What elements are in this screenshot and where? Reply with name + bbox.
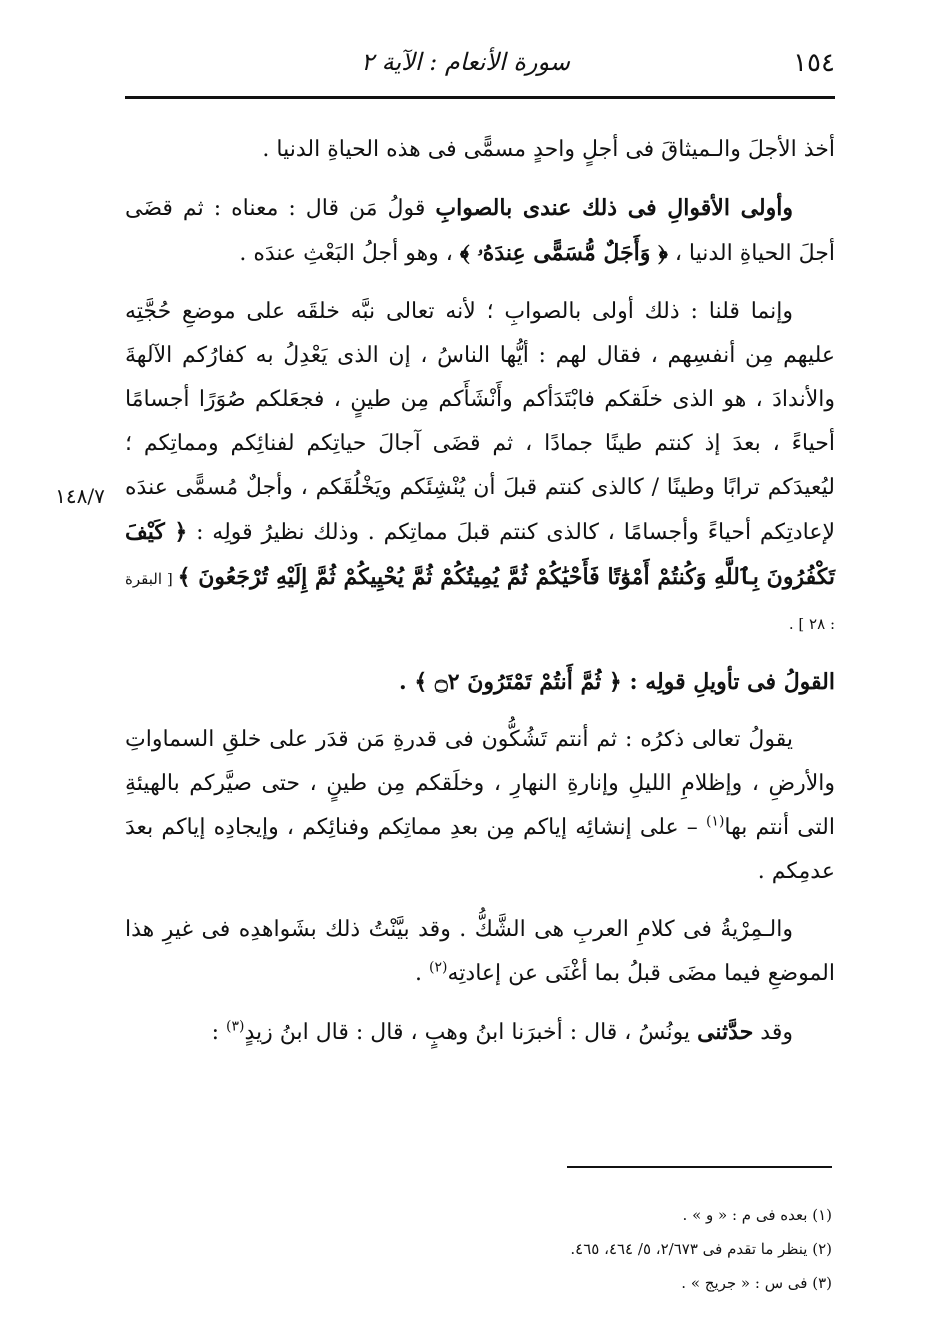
- paragraph-6: [125, 1010, 835, 1055]
- paragraph-text: ، وهو أجلُ البَعْثِ عندَه .: [239, 241, 460, 266]
- footnote-2: (٢) ينظر ما تقدم فى ٢/٦٧٣، ٥/ ٤٦٤، ٤٦٥.: [570, 1240, 832, 1258]
- footnote-marker[interactable]: (١): [705, 813, 725, 830]
- running-title: سورة الأنعام : الآية ٢: [361, 48, 570, 76]
- quran-verse: ﴿ كَيْفَ تَكْفُرُونَ بِٱللَّهِ وَكُنتُمْ أَمْوَٰتًا فَأَحْيَٰكُمْ ثُمَّ يُمِيتُكُمْ ثُمَّ يُحْيِيكُمْ ثُمَّ إِلَيْهِ تُرْجَعُونَ ﴾: [125, 519, 835, 590]
- paragraph-text: وإنما قلنا : ذلك أولى بالصوابِ ؛ لأنه تعالى نبَّه خلقَه على موضعِ حُجَّتِه عليهم مِن أنفسِهم ، فقال لهم : أيُّها الناسُ ، إن الذى يَعْدِلُ به كفارُكم الآلهةَ والأندادَ ، هو الذى خلَقكم فابْتَدَأكم وأَنْشَأَكم مِن طينٍ ، فجعَلكم صُوَرًا أجسامًا أحياءً ، بعدَ إذ كنتم طينًا جمادًا ، ثم قضَى آجالَ حياتِكم لفنائِكم ومماتِكم ؛ ليُعيدَكم ترابًا وطينًا / كالذى كنتم قبلَ أن يُنْشِئَكم ويَخْلُقَكم ، وأجلٌ مُسمًّى عندَه لإعادتِكم أحياءً وأجسامًا ، كالذى كنتم قبلَ مماتِكم . وذلك نظيرُ قولِه :: [125, 299, 835, 545]
- footnote-marker[interactable]: (٢): [429, 959, 448, 976]
- paragraph-text: – على إنشائِه إياكم مِن بعدِ مماتِكم وفنائِكم ، وإيجادِه إياكم بعدَ عدمِكم .: [125, 815, 835, 884]
- paragraph-text: :: [211, 1020, 226, 1045]
- header-rule: [125, 96, 835, 99]
- paragraph-text: يونُسُ ، قال : أخبرَنا ابنُ وهبٍ ، قال : قال ابنُ زيدٍ: [244, 1020, 698, 1045]
- margin-reference: ١٤٨/٧: [55, 484, 105, 508]
- paragraph-text: يقولُ تعالى ذكرُه : ثم أنتم تَشُكُّون فى قدرةِ مَن قدَر على خلقِ السماواتِ والأرضِ ، وإظلامِ الليلِ وإنارةِ النهارِ ، وخلَقكم مِن طينٍ ، حتى صيَّركم بالهيئةِ التى أنتم بها: [125, 727, 835, 840]
- paragraph-2: [125, 186, 835, 276]
- footnotes: [400, 1198, 832, 1300]
- bold-phrase: وأولى الأقوالِ فى ذلك عندى بالصوابِ: [435, 195, 793, 221]
- footnote-1: (١) بعده فى م : « و » .: [682, 1206, 832, 1224]
- paragraph-text: أخذ الأجلَ والـميثاقَ فى أجلٍ واحدٍ مسمًّى فى هذه الحياةِ الدنيا .: [262, 137, 835, 162]
- main-text: [125, 128, 835, 1069]
- paragraph-1: [125, 128, 835, 172]
- page-header: [125, 38, 835, 88]
- heading-end: .: [398, 669, 415, 695]
- paragraph-3: [125, 290, 835, 646]
- paragraph-5: [125, 908, 835, 996]
- quran-verse: ﴿ وَأَجَلٌ مُّسَمًّى عِندَهُۥ ﴾: [459, 240, 668, 266]
- paragraph-text: والـمِرْيةُ فى كلامِ العربِ هى الشَّكُّ . وقد بيَّنْتُ ذلك بشَواهدِه فى غيرِ هذا الموضعِ فيما مضَى قبلُ بما أغْنَى عن إعادتِه: [125, 917, 835, 986]
- heading-text: القولُ فى تأويلِ قولِه :: [621, 669, 835, 695]
- paragraph-text: وقد: [753, 1020, 793, 1045]
- paragraph-text: .: [415, 961, 430, 986]
- paragraph-4: [125, 718, 835, 894]
- section-heading: [125, 660, 835, 704]
- footnote-marker[interactable]: (٣): [225, 1018, 245, 1035]
- footnote-3: (٣) فى س : « جريج » .: [681, 1274, 832, 1292]
- bold-phrase: حدَّثنى: [697, 1019, 754, 1045]
- footnote-rule: [567, 1166, 832, 1168]
- quran-verse: ﴿ ثُمَّ أَنتُمْ تَمْتَرُونَ ۝٢ ﴾: [414, 669, 622, 695]
- verse-reference: [ البقرة : ٢٨ ] .: [125, 570, 835, 633]
- page-number: ١٥٤: [793, 48, 835, 78]
- paragraph-text: قولُ مَن قال : معناه : ثم قضَى أجلَ الحياةِ الدنيا ،: [125, 196, 835, 266]
